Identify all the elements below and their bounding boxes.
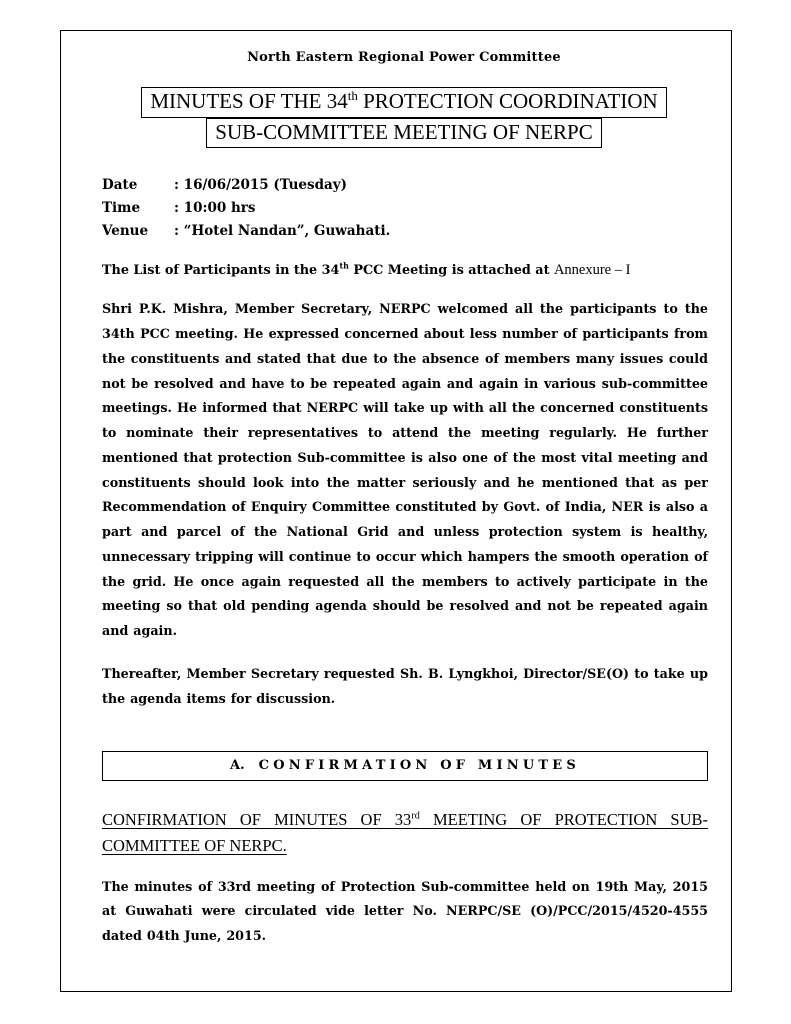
subsection-title-part1: CONFIRMATION OF MINUTES OF 33 — [102, 810, 412, 830]
section-title: CONFIRMATION OF MINUTES — [258, 758, 580, 774]
annexure-reference: Annexure – I — [553, 262, 631, 279]
meeting-time-value: : 10:00 hrs — [174, 199, 256, 216]
title-line-2: SUB-COMMITTEE MEETING OF NERPC — [206, 118, 601, 149]
meeting-venue-label: Venue — [102, 222, 149, 239]
meeting-date-value: : 16/06/2015 (Tuesday) — [174, 177, 348, 194]
title-line-1 — [141, 87, 666, 118]
meeting-time-label: Time — [102, 199, 141, 216]
organization-name: North Eastern Regional Power Committee — [247, 50, 561, 65]
document-title — [100, 87, 708, 148]
second-paragraph: Thereafter, Member Secretary requested Sh. B. Lyngkhoi, Director/SE(O) to take up the agenda items for discussion. — [102, 665, 708, 706]
title-line-1-prefix: MINUTES OF THE 34 — [150, 89, 348, 113]
section-heading-a — [102, 751, 708, 781]
participants-note-text-2: PCC Meeting is attached at — [348, 263, 554, 279]
meeting-details — [102, 174, 708, 242]
meeting-venue-value: : “Hotel Nandan”, Guwahati. — [174, 222, 391, 239]
opening-paragraph: Shri P.K. Mishra, Member Secretary, NERPC welcomed all the participants to the 34th PCC meeting. He expressed concerned about less number of participants from the constituents and stated that due to the absence of members many issues could not be resolved and have to be repeated again and again in various sub-committee meetings. He informed that NERPC will take up with all the concerned constituents to nominate their representatives to attend the meeting regularly. He further mentioned that protection Sub-committee is also one of the most vital meeting and constituents should look into the matter seriously and he mentioned that as per Recommendation of Enquiry Committee constituted by Govt. of India, NER is also a part and parcel of the National Grid and unless protection system is healthy, unnecessary tripping will continue to occur which hampers the smooth operation of the grid. He once again requested all the members to actively participate in the meeting so that old pending agenda should be resolved and not be repeated again and again. — [102, 301, 708, 639]
participants-note — [102, 262, 708, 279]
subsection-title — [102, 807, 708, 858]
participants-ordinal: th — [339, 261, 349, 271]
section-label: A. — [230, 758, 245, 774]
title-line-1-ordinal: th — [347, 88, 358, 103]
document-content — [100, 50, 708, 949]
meeting-venue-row — [102, 220, 708, 243]
participants-note-text-1: The List of Participants in the 34 — [102, 263, 340, 279]
subsection-title-part2: MEETING OF PROTECTION SUB-COMMITTEE OF NERPC. — [102, 810, 708, 856]
subsection-ordinal: rd — [411, 810, 420, 822]
title-line-1-suffix: PROTECTION COORDINATION — [357, 89, 658, 113]
closing-paragraph: The minutes of 33rd meeting of Protection Sub-committee held on 19th May, 2015 at Guwahati were circulated vide letter No. NERPC/SE (O)/PCC/2015/4520-4555 dated 04th June, 2015. — [102, 878, 708, 944]
meeting-date-row — [102, 174, 708, 197]
meeting-date-label: Date — [102, 177, 138, 194]
meeting-time-row — [102, 197, 708, 220]
